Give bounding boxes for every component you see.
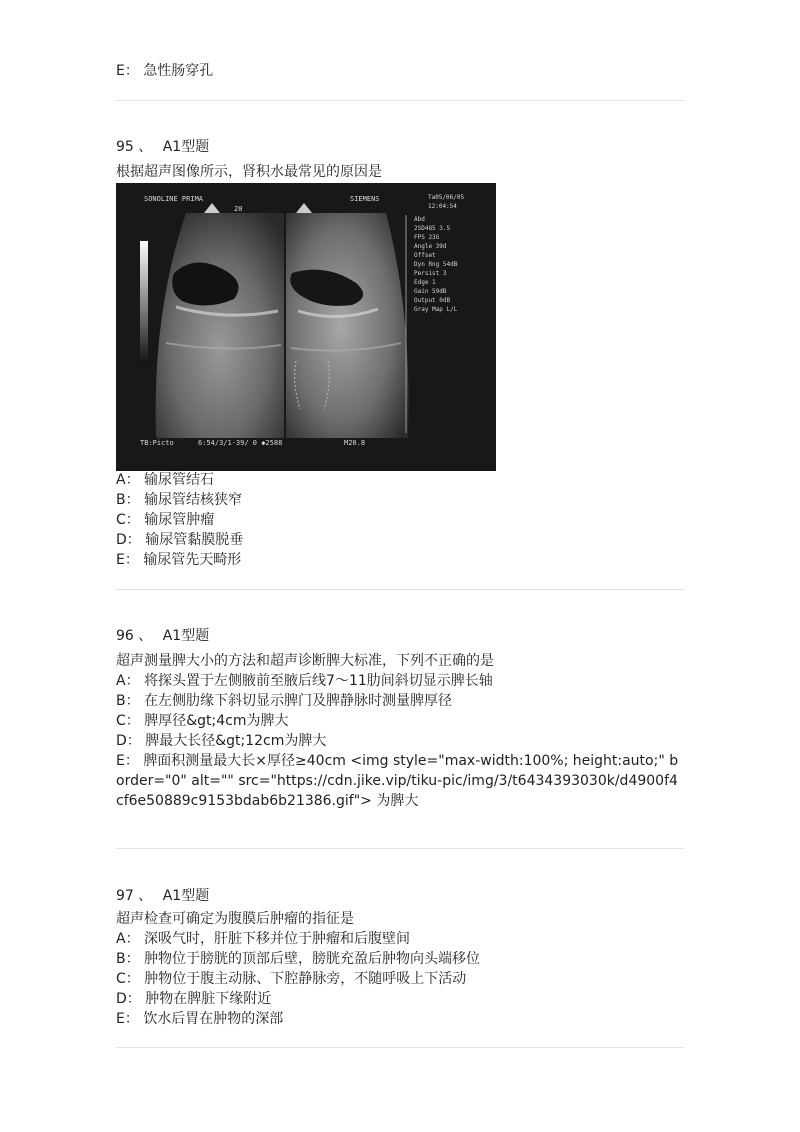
image-time: 12:04:54 <box>428 203 457 210</box>
option-label: D： <box>116 733 141 749</box>
option-text: 肿物在脾脏下缘附近 <box>145 991 272 1007</box>
divider <box>116 848 684 849</box>
question-96-header <box>116 626 209 646</box>
option-b[interactable] <box>116 490 243 510</box>
option-text: 将探头置于左侧腋前至腋后线7～11肋间斜切显示脾长轴 <box>144 673 493 689</box>
option-d[interactable] <box>116 989 684 1009</box>
image-parameter: Gray Map L/L <box>414 306 458 313</box>
option-a[interactable] <box>116 929 684 949</box>
question-type: A1型题 <box>162 888 210 904</box>
option-c[interactable] <box>116 969 684 989</box>
image-parameter: Dyn Rng 54dB <box>414 261 458 268</box>
option-label: D： <box>116 532 141 548</box>
option-text: 脾厚径&gt;4cm为脾大 <box>144 713 289 729</box>
option-label: A： <box>116 931 140 947</box>
image-parameter: Gain 59dB <box>414 288 447 295</box>
image-parameter: Abd <box>414 216 425 223</box>
option-label: C： <box>116 512 140 528</box>
question-type: A1型题 <box>162 628 210 644</box>
question-95-header <box>116 137 209 157</box>
option-label: E： <box>116 1011 139 1027</box>
option-b[interactable] <box>116 691 684 711</box>
image-parameter: Angle 39d <box>414 243 447 250</box>
option-label: E： <box>116 63 139 79</box>
option-e[interactable] <box>116 1009 684 1029</box>
ultrasound-image <box>116 183 496 471</box>
ultrasound-scan-drawing <box>116 183 496 471</box>
option-c[interactable] <box>116 510 243 530</box>
image-footer-mid: 6:54/3/1-39/ 0 ◆2588 <box>198 439 283 447</box>
option-label: B： <box>116 492 140 508</box>
question-type: A1型题 <box>162 139 210 155</box>
option-e[interactable] <box>116 550 243 570</box>
option-text: 输尿管肿瘤 <box>144 512 215 528</box>
option-label: C： <box>116 713 140 729</box>
option-label: C： <box>116 971 140 987</box>
option-text: 输尿管黏膜脱垂 <box>145 532 244 548</box>
option-label: A： <box>116 472 140 488</box>
option-text: 深吸气时，肝脏下移并位于肿瘤和后腹壁间 <box>144 931 411 947</box>
option-b[interactable] <box>116 949 684 969</box>
option-text: 输尿管结核狭窄 <box>144 492 243 508</box>
image-parameter: FPS 23G <box>414 234 440 241</box>
image-footer-right: M20.8 <box>344 439 366 447</box>
option-e-prev <box>116 61 213 81</box>
divider <box>116 1047 684 1048</box>
question-96-stem: 超声测量脾大小的方法和超声诊断脾大标准，下列不正确的是 <box>116 653 494 669</box>
option-text: 急性肠穿孔 <box>143 63 214 79</box>
question-number: 95 、 <box>116 139 153 155</box>
option-label: B： <box>116 693 140 709</box>
option-text: 在左侧肋缘下斜切显示脾门及脾静脉时测量脾厚径 <box>144 693 453 709</box>
option-label: E： <box>116 552 139 568</box>
question-95-stem: 根据超声图像所示，肾积水最常见的原因是 <box>116 164 382 180</box>
option-label: D： <box>116 991 141 1007</box>
option-text: 肿物位于膀胱的顶部后壁，膀胱充盈后肿物向头端移位 <box>144 951 481 967</box>
question-number: 96 、 <box>116 628 153 644</box>
option-text: 肿物位于腹主动脉、下腔静脉旁，不随呼吸上下活动 <box>144 971 467 987</box>
divider <box>116 100 684 101</box>
option-e[interactable] <box>116 751 684 811</box>
option-text: 输尿管结石 <box>144 472 215 488</box>
option-text: 饮水后胃在肿物的深部 <box>143 1011 284 1027</box>
question-96-body <box>116 651 684 811</box>
question-number: 97 、 <box>116 888 153 904</box>
image-parameter: Edge 1 <box>414 279 436 286</box>
option-text: 输尿管先天畸形 <box>143 552 242 568</box>
image-date: Ta05/06/05 <box>428 194 465 201</box>
image-parameter: Offset <box>414 252 436 259</box>
image-parameter: Output 0dB <box>414 297 451 304</box>
option-d[interactable] <box>116 731 684 751</box>
image-header-mid: 20 <box>234 205 243 213</box>
image-brand: SIEMENS <box>350 195 380 203</box>
image-parameter: Persist 3 <box>414 270 447 277</box>
option-a[interactable] <box>116 470 243 490</box>
image-header-left: SONOLINE PRIMA <box>144 195 204 203</box>
option-label: E： <box>116 753 139 769</box>
option-text: 脾面积测量最大长×厚径≥40cm <img style="max-width:100%; height:auto;" border="0" alt="" src="https://cdn.jike.vip/tiku-pic/img/3/t6434393030k/d4900f4cf6e50889c9153bdab6b21386.gif"> 为脾大 <box>116 753 679 809</box>
option-label: A： <box>116 673 140 689</box>
question-95-options <box>116 470 243 570</box>
question-97-stem: 超声检查可确定为腹膜后肿瘤的指征是 <box>116 911 354 927</box>
question-97-header <box>116 886 209 906</box>
image-footer-left: TB:Picto <box>140 439 174 447</box>
option-d[interactable] <box>116 530 243 550</box>
image-parameter: 2SD485 3.5 <box>414 225 451 232</box>
option-label: B： <box>116 951 140 967</box>
question-97-body <box>116 909 684 1029</box>
option-a[interactable] <box>116 671 684 691</box>
option-c[interactable] <box>116 711 684 731</box>
divider <box>116 589 684 590</box>
option-text: 脾最大长径&gt;12cm为脾大 <box>145 733 327 749</box>
